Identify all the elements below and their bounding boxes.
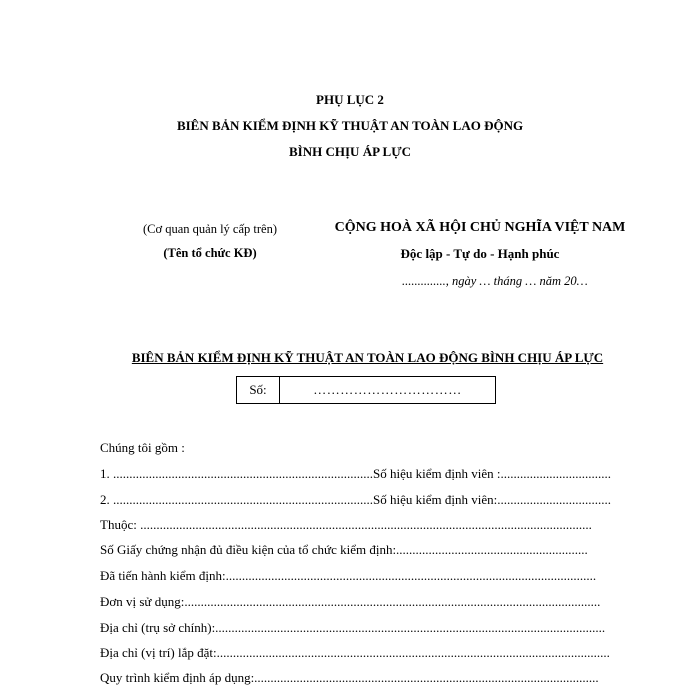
- form-line-inspector-1: 1. ................................................................................Số hiệu kiểm định viên :..................................: [100, 466, 611, 481]
- appendix-label: PHỤ LỤC 2: [316, 92, 384, 107]
- form-line-procedure: Quy trình kiểm định áp dụng:..........................................................................................................: [100, 670, 599, 685]
- document-subtitle: BÌNH CHỊU ÁP LỰC: [289, 144, 411, 159]
- org-name-label: (Tên tổ chức KĐ): [163, 246, 257, 260]
- form-line-head-office: Địa chỉ (trụ sở chính):........................................................................................................................: [100, 620, 606, 635]
- report-title: BIÊN BẢN KIỂM ĐỊNH KỸ THUẬT AN TOÀN LAO ĐỘNG BÌNH CHỊU ÁP LỰC: [131, 350, 604, 365]
- form-line-performed: Đã tiến hành kiểm định:..................................................................................................................: [100, 568, 597, 583]
- national-motto: Độc lập - Tự do - Hạnh phúc: [400, 246, 560, 261]
- country-name: CỘNG HOÀ XÃ HỘI CHỦ NGHĨA VIỆT NAM: [334, 220, 626, 235]
- date-line: .............., ngày … tháng … năm 20…: [402, 274, 588, 288]
- agency-label: (Cơ quan quản lý cấp trên): [143, 222, 277, 236]
- report-number-box: [236, 376, 496, 404]
- form-line-user-unit: Đơn vị sử dụng:................................................................................................................................: [100, 594, 601, 609]
- form-line-inspector-2: 2. ................................................................................Số hiệu kiểm định viên:...................................: [100, 492, 611, 507]
- form-line-certificate: Số Giấy chứng nhận đủ điều kiện của tổ chức kiểm định:...........................................................: [100, 542, 588, 557]
- report-number-label: Số:: [237, 377, 280, 403]
- form-line-affiliation: Thuộc: ...........................................................................................................................................: [100, 517, 592, 532]
- document-title: BIÊN BẢN KIỂM ĐỊNH KỸ THUẬT AN TOÀN LAO ĐỘNG: [176, 118, 524, 133]
- report-number-value: ……………………………: [313, 382, 462, 397]
- form-line-install-location: Địa chỉ (vị trí) lắp đặt:.........................................................................................................................: [100, 645, 610, 660]
- intro-text: Chúng tôi gồm :: [100, 440, 185, 455]
